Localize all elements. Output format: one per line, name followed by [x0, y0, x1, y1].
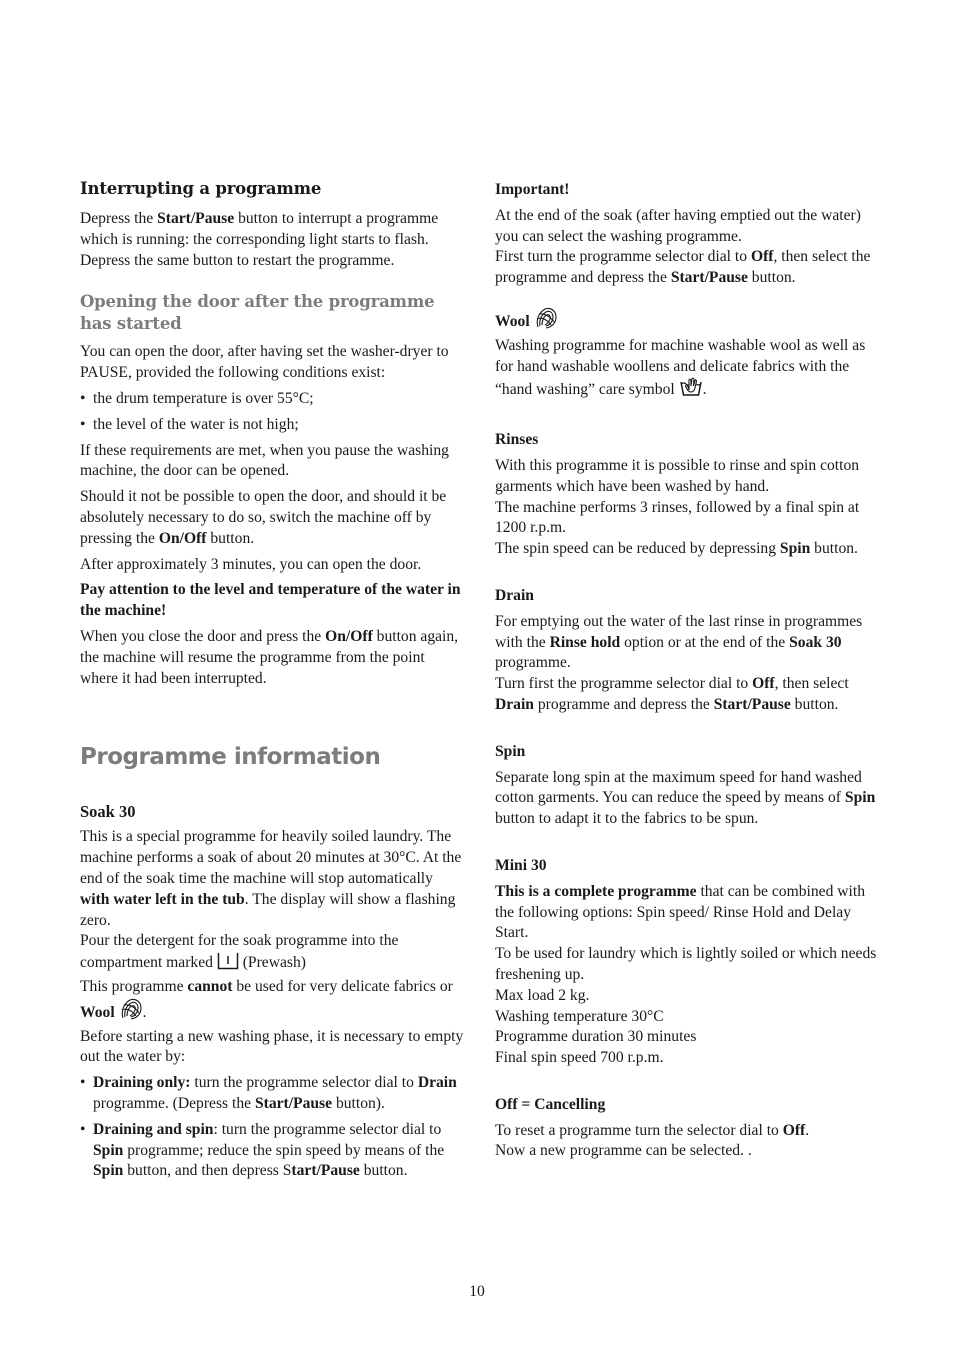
mini-paragraph-2: To be used for laundry which is lightly soiled or which needs freshening up.	[495, 945, 877, 983]
soak-paragraph-1: This is a special programme for heavily soiled laundry. The machine performs a soak of about 20 minutes at 30°C. At the end of the soak time the machine will stop automatically with water left in the tub. The display will show a flashing zero.	[80, 828, 462, 929]
list-item: • Draining only: turn the programme selector dial to Drain programme. (Depress the Start/Pause button).	[80, 1073, 464, 1115]
important-paragraph-2: First turn the programme selector dial to Off, then select the programme and depress the Start/Pause button.	[495, 248, 871, 287]
list-item: • the drum temperature is over 55°C;	[80, 389, 464, 410]
rinses-paragraph-1: With this programme it is possible to rinse and spin cotton garments which have been washed by hand.	[495, 456, 860, 495]
interrupt-paragraph-1: Depress the Start/Pause button to interrupt a programme which is running: the corresponding light starts to flash.	[80, 210, 439, 248]
door-paragraph-6: When you close the door and press the On/Off button again, the machine will resume the programme from the point where it had been interrupted.	[80, 627, 459, 687]
wool-skein-icon	[534, 307, 558, 336]
door-conditions-list	[80, 389, 464, 436]
programme-information-heading: Programme information	[80, 744, 381, 771]
mini-paragraph-1: This is a complete programme that can be combined with the following options: Spin speed/ Rinse Hold and Delay Start.	[495, 882, 865, 942]
rinses-paragraph-3: The spin speed can be reduced by depressing Spin button.	[495, 540, 858, 558]
soak-empty-options-list	[80, 1073, 464, 1182]
door-paragraph-1: You can open the door, after having set the washer-dryer to PAUSE, provided the following conditions exist:	[80, 343, 449, 382]
door-paragraph-4: After approximately 3 minutes, you can open the door.	[80, 555, 422, 573]
wool-skein-icon	[119, 998, 143, 1027]
interrupting-heading: Interrupting a programme	[80, 179, 322, 198]
mini-max-load: Max load 2 kg.	[495, 986, 590, 1004]
door-paragraph-2: If these requirements are met, when you pause the washing machine, the door can be opened.	[80, 441, 449, 480]
soak-paragraph-4: Before starting a new washing phase, it is necessary to empty out the water by:	[80, 1027, 464, 1066]
important-paragraph-1: At the end of the soak (after having emptied out the water) you can select the washing programme.	[495, 206, 861, 245]
page-number: 10	[469, 1283, 485, 1300]
door-paragraph-3: Should it not be possible to open the door, and should it be absolutely necessary to do so, switch the machine off by pressing the On/Off button.	[80, 488, 447, 547]
off-paragraph-1: To reset a programme turn the selector dial to Off.	[495, 1121, 810, 1139]
right-column	[495, 178, 879, 1162]
drain-paragraph-2: Turn first the programme selector dial to Off, then select Drain programme and depress the Start/Pause button.	[495, 675, 849, 713]
mini-duration: Programme duration 30 minutes	[495, 1028, 697, 1046]
drain-paragraph-1: For emptying out the water of the last rinse in programmes with the Rinse hold option or at the end of the Soak 30 programme.	[495, 612, 863, 672]
spin-heading: Spin	[495, 742, 526, 760]
interrupt-paragraph-2: Depress the same button to restart the programme.	[80, 251, 395, 269]
list-item: • Draining and spin: turn the programme selector dial to Spin programme; reduce the spin speed by means of the Spin button, and then depress Start/Pause button.	[80, 1120, 464, 1182]
off-cancelling-heading: Off = Cancelling	[495, 1095, 606, 1113]
hand-wash-tub-icon	[679, 377, 703, 404]
spin-paragraph: Separate long spin at the maximum speed for hand washed cotton garments. You can reduce the speed by means of Spin button to adapt it to the fabrics to be spun.	[495, 768, 876, 828]
list-item: • the level of the water is not high;	[80, 415, 464, 436]
soak-30-heading: Soak 30	[80, 802, 136, 822]
opening-door-heading: Opening the door after the programme has started	[80, 292, 435, 334]
important-heading: Important!	[495, 181, 570, 198]
mini-temperature: Washing temperature 30°C	[495, 1007, 664, 1025]
drain-heading: Drain	[495, 586, 534, 604]
rinses-heading: Rinses	[495, 431, 539, 449]
mini-spin-speed: Final spin speed 700 r.p.m.	[495, 1049, 664, 1067]
door-warning: Pay attention to the level and temperature of the water in the machine!	[80, 581, 461, 620]
mini-30-heading: Mini 30	[495, 856, 547, 874]
wool-heading: Wool	[495, 307, 879, 336]
soak-paragraph-2: Pour the detergent for the soak programme into the compartment marked (Prewash)	[80, 931, 464, 977]
wool-paragraph: Washing programme for machine washable wool as well as for hand washable woollens and delicate fabrics with the “hand washing” care symbol .	[495, 336, 879, 404]
off-paragraph-2: Now a new programme can be selected. .	[495, 1142, 752, 1160]
soak-paragraph-3: This programme cannot be used for very delicate fabrics or Wool .	[80, 977, 464, 1027]
rinses-paragraph-2: The machine performs 3 rinses, followed by a final spin at 1200 r.p.m.	[495, 498, 860, 537]
left-column	[80, 178, 464, 1182]
prewash-compartment-icon	[217, 952, 239, 977]
